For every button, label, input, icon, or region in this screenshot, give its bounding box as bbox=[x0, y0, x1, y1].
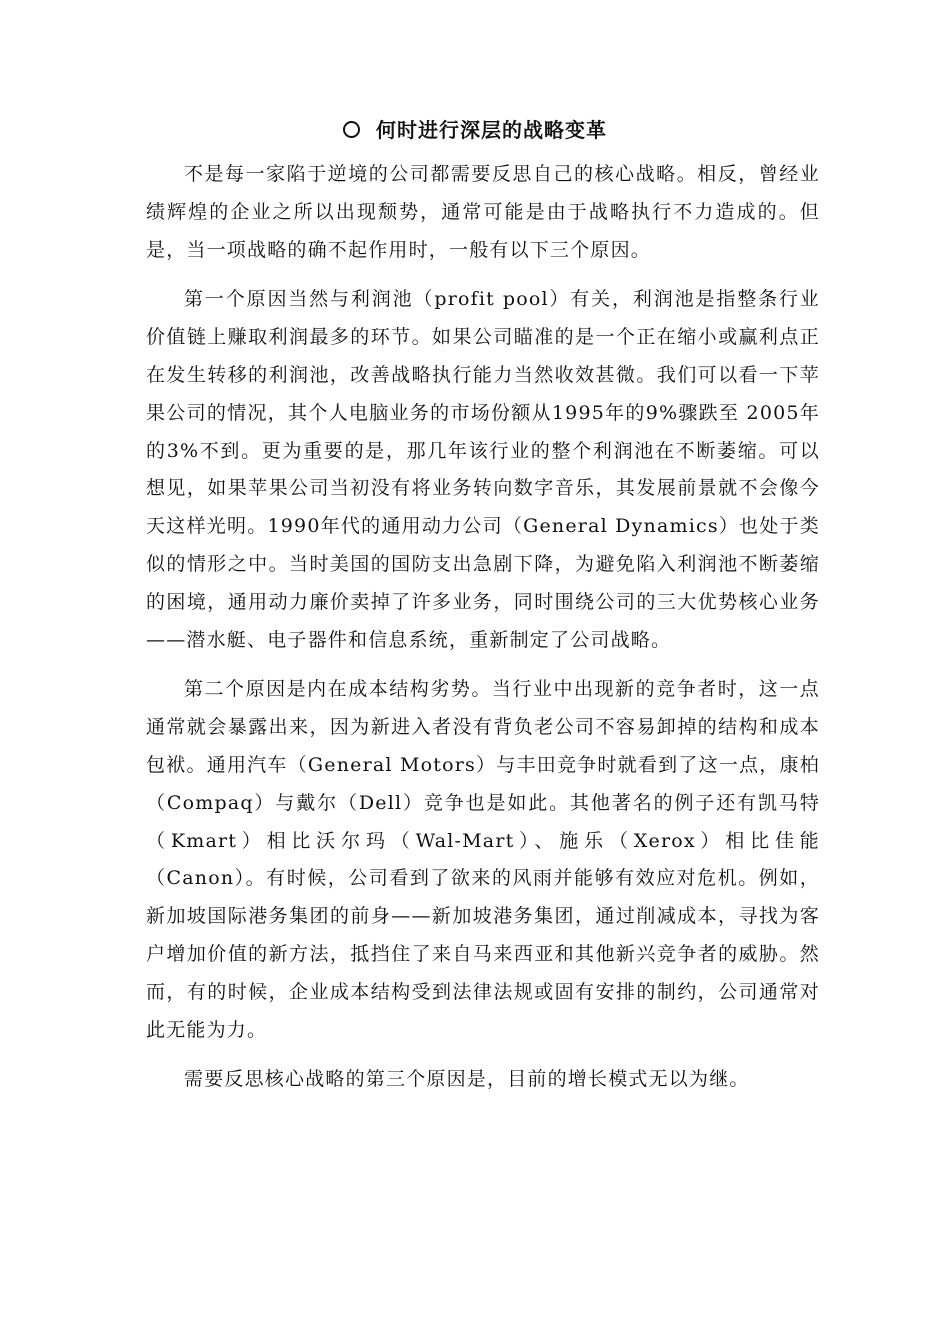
paragraph-intro: 不是每一家陷于逆境的公司都需要反思自己的核心战略。相反，曾经业绩辉煌的企业之所以出现颓势，通常可能是由于战略执行不力造成的。但是，当一项战略的确不起作用时，一般有以下三个原因。 bbox=[146, 163, 820, 261]
section-heading-text: 何时进行深层的战略变革 bbox=[376, 118, 607, 142]
paragraph-first-reason: 第一个原因当然与利润池（profit pool）有关，利润池是指整条行业价值链上赚取利润最多的环节。如果公司瞄准的是一个正在缩小或赢利点正在发生转移的利润池，改善战略执行能力当然收效甚微。我们可以看一下苹果公司的情况，其个人电脑业务的市场份额从1995年的9%骤跌至 2005年的3%不到。更为重要的是，那几年该行业的整个利润池在不断萎缩。可以想见，如果苹果公司当初没有将业务转向数字音乐，其发展前景就不会像今天这样光明。1990年代的通用动力公司（General Dynamics）也处于类似的情形之中。当时美国的国防支出急剧下降，为避免陷入利润池不断萎缩的困境，通用动力廉价卖掉了许多业务，同时围绕公司的三大优势核心业务——潜水艇、电子器件和信息系统，重新制定了公司战略。 bbox=[146, 288, 820, 651]
circle-bullet-icon bbox=[343, 121, 360, 138]
paragraph-second-reason: 第二个原因是内在成本结构劣势。当行业中出现新的竞争者时，这一点通常就会暴露出来，因为新进入者没有背负老公司不容易卸掉的结构和成本包袱。通用汽车（General Motors）与丰田竞争时就看到了这一点，康柏（Compaq）与戴尔（Dell）竞争也是如此。其他著名的例子还有凯马特（Kmart）相比沃尔玛（Wal-Mart）、施乐（Xerox）相比佳能（Canon）。有时候，公司看到了欲来的风雨并能够有效应对危机。例如，新加坡国际港务集团的前身——新加坡港务集团，通过削减成本，寻找为客户增加价值的新方法，抵挡住了来自马来西亚和其他新兴竞争者的威胁。然而，有的时候，企业成本结构受到法律法规或固有安排的制约，公司通常对此无能为力。 bbox=[146, 678, 820, 1041]
paragraph-third-reason: 需要反思核心战略的第三个原因是，目前的增长模式无以为继。 bbox=[184, 1068, 750, 1091]
body-text bbox=[146, 156, 820, 1111]
section-heading bbox=[0, 113, 950, 147]
